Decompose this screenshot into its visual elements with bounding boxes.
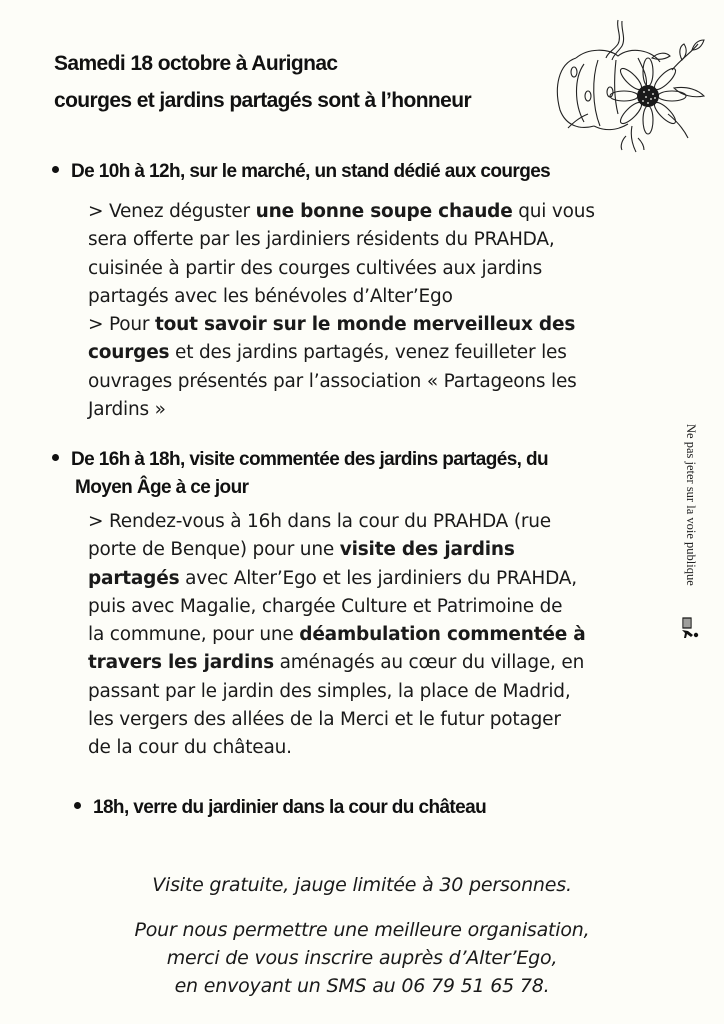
body-text: sera offerte par les jardiniers résidents du PRAHDA, [88, 229, 555, 251]
title-line-1: Samedi 18 octobre à Aurignac [54, 52, 338, 75]
body-text: Jardins » [88, 399, 166, 421]
emphasized-text: travers les jardins [88, 652, 274, 674]
emphasized-text: tout savoir sur le monde merveilleux des [155, 314, 576, 336]
body-text: partagés avec les bénévoles d’Alter’Ego [88, 285, 453, 307]
body-line [88, 621, 648, 649]
body-text: aménagés au cœur du village, en [273, 652, 585, 674]
section-1-title-text: De 10h à 12h, sur le marché, un stand dédié aux courges [71, 161, 551, 182]
section-1-title [52, 158, 550, 186]
section-2-body [88, 508, 648, 763]
bullet-icon [52, 166, 59, 173]
bullet-icon [74, 802, 81, 809]
emphasized-text: courges [88, 342, 170, 364]
body-line [88, 508, 648, 536]
emphasized-text: une bonne soupe chaude [255, 201, 513, 222]
section-2-title [52, 446, 548, 502]
body-text: qui vous [512, 201, 595, 222]
registration-line-3: en envoyant un SMS au 06 79 51 65 78. [174, 975, 550, 997]
registration-line-1: Pour nous permettre une meilleure organisation, [134, 919, 590, 941]
body-line [88, 255, 648, 283]
body-text: > Venez déguster [88, 201, 256, 222]
body-line [88, 198, 648, 226]
body-line [88, 226, 648, 254]
body-text: et des jardins partagés, venez feuilleter les [169, 342, 567, 364]
body-text: puis avec Magalie, chargée Culture et Patrimoine de [88, 595, 563, 617]
section-3-title-text: 18h, verre du jardinier dans la cour du château [93, 797, 487, 818]
pumpkin-sunflower-illustration [548, 18, 724, 156]
body-text: de la cour du château. [88, 737, 292, 759]
emphasized-text: visite des jardins [339, 539, 515, 561]
body-line [88, 396, 648, 424]
body-text: porte de Benque) pour une [88, 539, 340, 561]
body-text: > Pour [88, 314, 156, 336]
body-line [88, 593, 648, 621]
free-visit-note: Visite gratuite, jauge limitée à 30 personnes. [152, 874, 572, 896]
body-line [88, 565, 648, 593]
body-text: cuisinée à partir des courges cultivées aux jardins [88, 257, 543, 279]
body-line [88, 678, 648, 706]
body-line [88, 734, 648, 762]
body-text: ouvrages présentés par l’association « Partageons les [88, 370, 577, 392]
body-line [88, 339, 648, 367]
body-text: avec Alter’Ego et les jardiniers du PRAHDA, [179, 567, 577, 589]
body-line [88, 706, 648, 734]
body-text: passant par le jardin des simples, la place de Madrid, [88, 680, 571, 702]
body-line [88, 536, 648, 564]
body-line [88, 311, 648, 339]
section-2-title-line-2: Moyen Âge à ce jour [75, 477, 249, 498]
body-text: > Rendez-vous à 16h dans la cour du PRAHDA (rue [88, 511, 551, 532]
litter-bin-icon [680, 616, 702, 640]
section-3-title [74, 794, 486, 822]
body-line [88, 649, 648, 677]
litter-notice: Ne pas jeter sur la voie publique [684, 424, 698, 586]
body-text: les vergers des allées de la Merci et le futur potager [88, 709, 561, 731]
emphasized-text: déambulation commentée à [299, 624, 586, 646]
title-line-2: courges et jardins partagés sont à l’honneur [54, 89, 472, 112]
section-1-body [88, 198, 648, 424]
registration-note [0, 916, 724, 1000]
body-text: la commune, pour une [88, 624, 300, 646]
body-line [88, 368, 648, 396]
emphasized-text: partagés [88, 567, 180, 589]
section-2-title-line-1: De 16h à 18h, visite commentée des jardins partagés, du [71, 449, 549, 470]
bullet-icon [52, 454, 59, 461]
body-line [88, 283, 648, 311]
registration-line-2: merci de vous inscrire auprès d’Alter’Ego, [166, 947, 558, 969]
